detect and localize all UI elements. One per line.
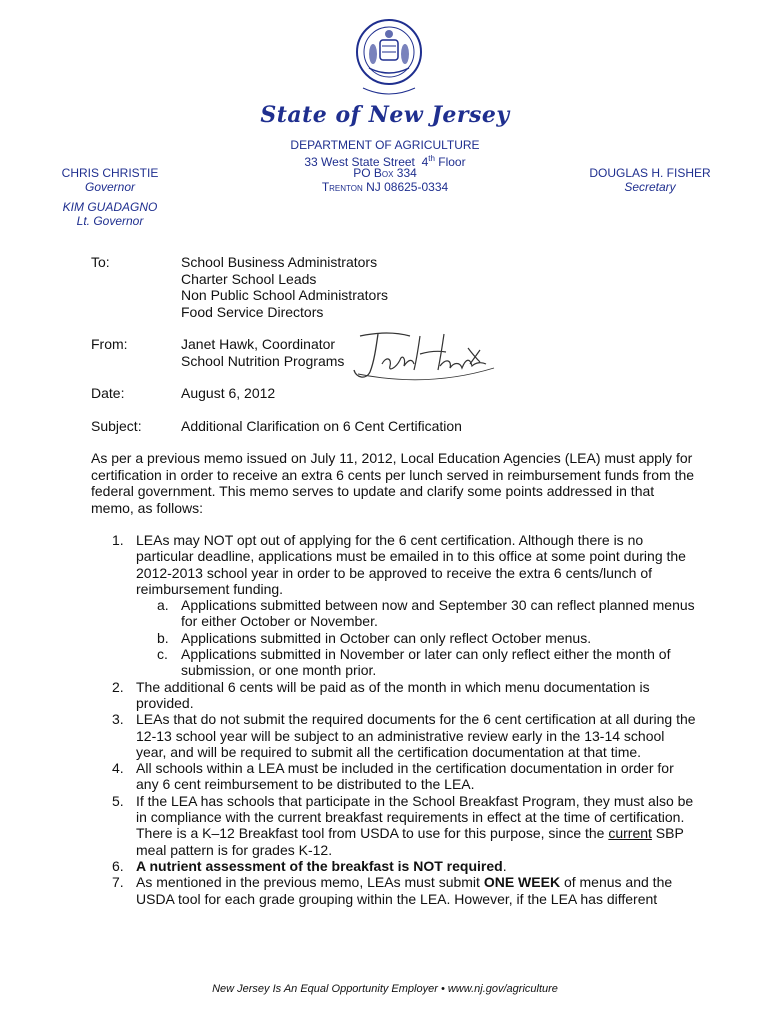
list-item-text: LEAs that do not submit the required documents for the 6 cent certification at all during the 12-13 school year will be subject to an administrative review early in the 13-14 school year, and will be required to submit all the certification documentation at that time. [136,711,696,760]
to-line: School Business Administrators [181,254,378,270]
list-item-text: If the LEA has schools that participate in the School Breakfast Program, they must also be in compliance with the current breakfast requirements in effect at the time of certification. There is a K–12 Breakfast tool from USDA to use for this purpose, since the current SBP meal pattern is for grades K-12. [136,792,694,858]
sub-list-item-text: Applications submitted in October can only reflect October menus. [181,629,592,646]
governor-name: CHRIS CHRISTIE [61,166,159,180]
list-item [91,532,696,597]
subject-label: Subject: [91,418,142,434]
handwritten-signature [348,328,498,384]
list-item-text: LEAs may NOT opt out of applying for the 6 cent certification. Although there is no particular deadline, applications must be emailed in to this office at some point during the 2012-2013 school year in order to be approved to receive the extra 6 cents/lunch of reimbursement funding. [136,532,686,597]
secretary-title: Secretary [624,180,676,194]
list-number: 7. [112,874,124,891]
list-item [91,760,696,793]
sub-list-item-text: Applications submitted in November or later can only reflect either the month of submission, or one month prior. [181,646,671,679]
list-item [91,874,696,907]
underlined-word: current [608,825,652,842]
from-line: Janet Hawk, Coordinator [181,336,336,352]
to-line: Charter School Leads [181,270,317,287]
list-item [91,858,696,874]
date-label: Date: [91,385,125,401]
list-item [91,793,696,858]
list-number: 6. [112,857,124,874]
governor-title: Governor [84,180,136,194]
from-label: From: [91,336,128,352]
date-value: August 6, 2012 [181,385,276,401]
address-pobox: PO Box 334 [353,166,417,180]
address-street-line: 33 West State Street 4th Floor [304,154,466,169]
sub-list-item [91,630,696,646]
list-item [91,679,696,712]
state-seal-logo [355,18,423,100]
secretary-name: DOUGLAS H. FISHER [589,166,711,180]
page-footer: New Jersey Is An Equal Opportunity Employer • www.nj.gov/agriculture [212,983,558,995]
department-name: DEPARTMENT OF AGRICULTURE [290,138,480,152]
address-city: Trenton NJ 08625-0334 [321,180,449,194]
to-line: Non Public School Administrators [181,287,388,303]
sub-list-letter: b. [157,629,169,646]
list-number: 1. [112,532,124,548]
lt-governor-title: Lt. Governor [76,214,144,228]
intro-paragraph: As per a previous memo issued on July 11, 2012, Local Education Agencies (LEA) must apply for certification in order to receive an extra 6 cents per lunch served in reimbursement funds from the federal government. This memo serves to update and clarify some points addressed in that memo, as follows: [91,450,695,516]
list-item-text: A nutrient assessment of the breakfast is NOT required. [136,857,507,874]
to-label: To: [91,254,110,270]
lt-governor-name: KIM GUADAGNO [62,200,158,214]
state-title: State of New Jersey [260,102,510,128]
list-item [91,711,696,760]
sub-list-letter: a. [157,597,169,614]
list-number: 3. [112,711,124,728]
sub-list-item [91,597,696,630]
list-number: 4. [112,760,124,777]
list-number: 5. [112,792,124,809]
list-item-text: All schools within a LEA must be included in the certification documentation in order for any 6 cent reimbursement to be distributed to the LEA. [136,760,674,793]
list-item-text: The additional 6 cents will be paid as of the month in which menu documentation is provided. [136,678,650,711]
sub-list-letter: c. [157,646,168,663]
list-item-text: As mentioned in the previous memo, LEAs must submit ONE WEEK of menus and the USDA tool for each grade grouping within the LEA. However, if the LEA has different [136,874,673,907]
to-line: Food Service Directors [181,303,324,320]
from-sender [181,336,344,369]
sub-list-item [91,646,696,679]
clarification-list [91,532,696,907]
from-line: School Nutrition Programs [181,352,345,369]
to-recipients [181,254,388,320]
list-number: 2. [112,678,124,695]
subject-value: Additional Clarification on 6 Cent Certification [181,418,462,434]
sub-list-item-text: Applications submitted between now and September 30 can reflect planned menus for either October or November. [181,597,695,630]
